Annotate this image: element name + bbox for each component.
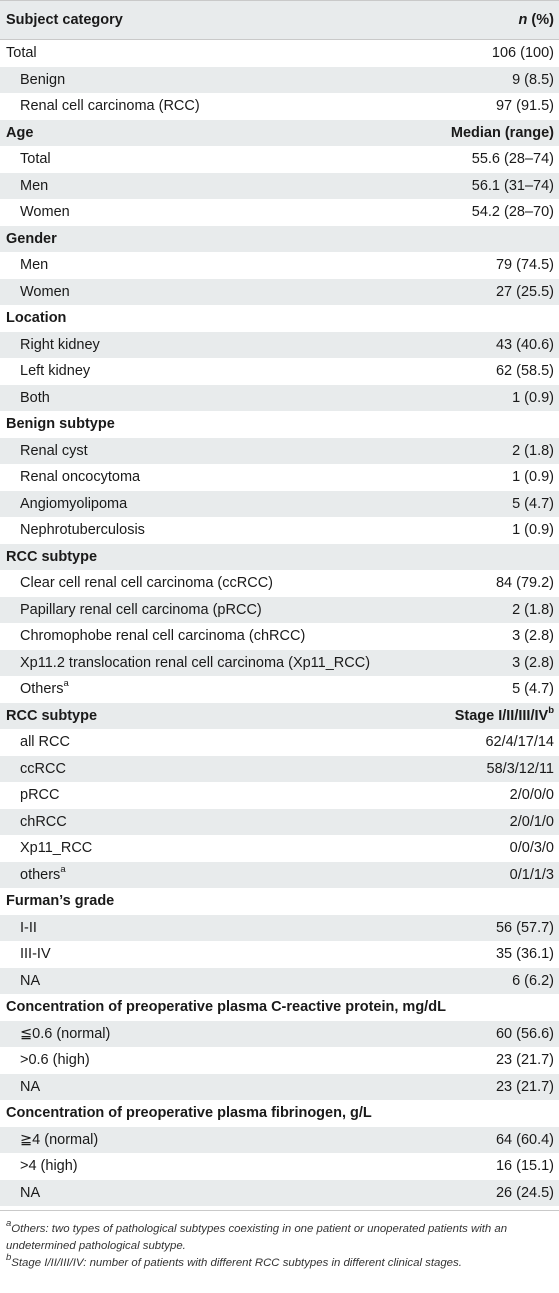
row-label: [6, 863, 66, 883]
row-label-text: Benign: [20, 71, 66, 88]
row-label: [6, 840, 92, 856]
row-label: [6, 920, 37, 936]
row-label: [6, 310, 66, 326]
row-label: [6, 1026, 110, 1042]
row-value: [512, 973, 554, 989]
row-value-text: Stage I/II/III/IV: [454, 707, 549, 724]
row-label-text: ccRCC: [20, 760, 66, 777]
table-row: [0, 40, 559, 67]
row-value: [496, 575, 554, 591]
row-label: [6, 443, 88, 459]
row-value: [512, 469, 554, 485]
row-label: [6, 257, 48, 273]
row-label-text: Concentration of preoperative plasma C-reactive protein, mg/dL: [6, 999, 446, 1016]
row-label-text: chRCC: [20, 813, 67, 830]
row-label: [6, 496, 127, 512]
row-value-text: 56 (57.7): [495, 919, 554, 936]
row-value-text: 84 (79.2): [495, 575, 554, 592]
header-value-n: n: [518, 12, 528, 28]
row-label-text: Women: [20, 204, 70, 221]
table-row: [0, 199, 559, 226]
row-label-text: Benign subtype: [6, 416, 115, 433]
row-label-text: Age: [6, 124, 34, 141]
table-row: [0, 146, 559, 173]
table-header: [0, 0, 559, 40]
table-row: [0, 623, 559, 650]
row-value: [496, 1185, 554, 1201]
row-value-text: 23 (21.7): [495, 1078, 554, 1095]
row-value-text: 43 (40.6): [495, 336, 554, 353]
row-value: [512, 602, 554, 618]
table-row: [0, 756, 559, 783]
table-row: [0, 93, 559, 120]
table-row: [0, 835, 559, 862]
row-label-text: Women: [20, 283, 70, 300]
section-row: [0, 888, 559, 915]
row-label: [6, 787, 59, 803]
row-label: [6, 628, 305, 644]
row-value: [496, 1079, 554, 1095]
row-label: [6, 814, 67, 830]
row-label-text: NA: [20, 972, 41, 989]
row-label: [6, 549, 97, 565]
row-value-text: 2/0/0/0: [509, 787, 554, 804]
table-row: [0, 438, 559, 465]
row-label-text: RCC subtype: [6, 548, 98, 565]
row-label-text: Total: [20, 151, 51, 168]
row-label: [6, 734, 70, 750]
footnote-marker: a: [60, 863, 66, 875]
table-row: [0, 491, 559, 518]
row-value: [496, 363, 554, 379]
row-label-text: >0.6 (high): [20, 1052, 90, 1069]
row-value: [496, 946, 554, 962]
row-value: [512, 655, 554, 671]
row-label: [6, 575, 273, 591]
table-row: [0, 597, 559, 624]
table-row: [0, 570, 559, 597]
row-label-text: Location: [6, 310, 67, 327]
row-label: [6, 151, 51, 167]
row-label: [6, 761, 66, 777]
footnote-marker: b: [6, 1252, 12, 1264]
row-value-text: 2 (1.8): [512, 601, 554, 618]
header-label: Subject category: [6, 12, 123, 28]
row-value: [496, 920, 554, 936]
row-label: [6, 45, 37, 61]
row-value: [512, 496, 554, 512]
header-value-percent: (%): [527, 12, 554, 28]
row-label: [6, 204, 70, 220]
table-row: [0, 358, 559, 385]
row-label-text: Renal cyst: [20, 442, 88, 459]
row-value-text: 55.6 (28–74): [471, 151, 554, 168]
row-label-text: Gender: [6, 230, 57, 247]
row-value: [496, 337, 554, 353]
table-row: [0, 941, 559, 968]
row-label: [6, 363, 90, 379]
row-value-text: 2/0/1/0: [509, 813, 554, 830]
row-value-text: 35 (36.1): [495, 946, 554, 963]
row-label-text: Xp11_RCC: [20, 840, 93, 857]
row-value: [496, 1052, 554, 1068]
row-label: [6, 655, 370, 671]
row-label-text: Right kidney: [20, 336, 100, 353]
row-label-text: NA: [20, 1078, 41, 1095]
row-label-text: Xp11.2 translocation renal cell carcinoma (Xp11_RCC): [20, 654, 371, 671]
row-label-text: Clear cell renal cell carcinoma (ccRCC): [20, 575, 274, 592]
table-row: [0, 385, 559, 412]
row-label: [6, 1185, 40, 1201]
row-value: [510, 787, 554, 803]
table-row: [0, 517, 559, 544]
row-label: [6, 416, 115, 432]
row-value-text: 97 (91.5): [495, 98, 554, 115]
row-value-text: 9 (8.5): [512, 71, 554, 88]
row-value-text: 27 (25.5): [495, 283, 554, 300]
footnote-text: Stage I/II/III/IV: number of patients with different RCC subtypes in different clinical stages.: [11, 1257, 462, 1269]
footnote-marker: b: [548, 704, 554, 716]
table-row: [0, 1153, 559, 1180]
row-value: [510, 814, 554, 830]
row-label: [6, 893, 114, 909]
table-row: [0, 782, 559, 809]
table-body: [0, 40, 559, 1206]
row-label: [6, 178, 48, 194]
footnote: [6, 1252, 553, 1272]
table-row: [0, 862, 559, 889]
row-value-text: 58/3/12/11: [486, 760, 554, 777]
table-row: [0, 1021, 559, 1048]
row-value: [496, 1158, 554, 1174]
row-label: [6, 522, 145, 538]
row-value: [496, 1026, 554, 1042]
section-row: [0, 226, 559, 253]
table-row: [0, 252, 559, 279]
row-label-text: Others: [20, 681, 64, 698]
row-label-text: Renal oncocytoma: [20, 469, 141, 486]
row-value-text: 60 (56.6): [495, 1025, 554, 1042]
table-row: [0, 676, 559, 703]
row-value-text: 0/0/3/0: [509, 840, 554, 857]
table-row: [0, 1127, 559, 1154]
row-value-text: 54.2 (28–70): [471, 204, 554, 221]
row-label-text: Both: [20, 389, 50, 406]
row-value-text: 6 (6.2): [512, 972, 554, 989]
row-value: [472, 204, 554, 220]
row-value-text: 2 (1.8): [512, 442, 554, 459]
row-label: [6, 469, 140, 485]
row-label: [6, 678, 69, 698]
row-label-text: Renal cell carcinoma (RCC): [20, 98, 200, 115]
section-row: [0, 544, 559, 571]
row-value: [512, 628, 554, 644]
row-label-text: RCC subtype: [6, 707, 98, 724]
section-row: [0, 703, 559, 730]
section-row: [0, 120, 559, 147]
table-row: [0, 1047, 559, 1074]
row-label: [6, 973, 40, 989]
section-row: [0, 1100, 559, 1127]
row-value-text: Median (range): [450, 124, 554, 141]
row-value: [496, 257, 554, 273]
row-label-text: Papillary renal cell carcinoma (pRCC): [20, 601, 262, 618]
row-label-text: I-II: [20, 919, 37, 936]
section-row: [0, 305, 559, 332]
row-value: [492, 45, 554, 61]
row-label: [6, 1158, 78, 1174]
footnote-marker: a: [6, 1218, 12, 1230]
row-value-text: 23 (21.7): [495, 1052, 554, 1069]
row-label: [6, 1052, 90, 1068]
row-label: [6, 337, 100, 353]
table-row: [0, 650, 559, 677]
row-value-text: 106 (100): [491, 45, 554, 62]
row-value-text: 26 (24.5): [495, 1184, 554, 1201]
section-row: [0, 994, 559, 1021]
row-label-text: Left kidney: [20, 363, 91, 380]
row-label: [6, 125, 33, 141]
table-row: [0, 915, 559, 942]
footnote-text: Others: two types of pathological subtypes coexisting in one patient or unoperated patients with an undetermined pathological subtype.: [6, 1223, 508, 1252]
row-label-text: Angiomyolipoma: [20, 495, 128, 512]
table-row: [0, 464, 559, 491]
row-label: [6, 1105, 372, 1121]
row-value-text: 1 (0.9): [512, 469, 554, 486]
row-label-text: Furman’s grade: [6, 893, 115, 910]
row-label-text: >4 (high): [20, 1158, 78, 1175]
row-value-text: 62/4/17/14: [485, 734, 554, 751]
table-row: [0, 1074, 559, 1101]
row-label-text: all RCC: [20, 734, 70, 751]
table-row: [0, 1180, 559, 1207]
table-row: [0, 173, 559, 200]
header-value: [519, 12, 554, 28]
row-value-text: 62 (58.5): [495, 363, 554, 380]
row-value-text: 56.1 (31–74): [471, 177, 554, 194]
row-value: [510, 840, 554, 856]
row-label: [6, 72, 65, 88]
table-row: [0, 968, 559, 995]
row-label: [6, 999, 446, 1015]
footnote: [6, 1218, 553, 1254]
row-value: [485, 734, 554, 750]
row-label-text: Men: [20, 257, 49, 274]
table-row: [0, 809, 559, 836]
row-label-text: Men: [20, 177, 49, 194]
table-row: [0, 67, 559, 94]
row-value: [512, 443, 554, 459]
row-value: [510, 867, 554, 883]
row-value: [454, 704, 554, 724]
table-row: [0, 279, 559, 306]
row-label-text: NA: [20, 1184, 41, 1201]
row-label: [6, 284, 70, 300]
row-label: [6, 231, 57, 247]
row-value: [487, 761, 554, 777]
row-value-text: 16 (15.1): [495, 1158, 554, 1175]
footnote-marker: a: [63, 678, 69, 690]
row-label-text: others: [20, 866, 61, 883]
row-label-text: ≧4 (normal): [20, 1131, 99, 1148]
row-value: [512, 390, 554, 406]
row-label: [6, 1079, 40, 1095]
row-value: [512, 522, 554, 538]
row-label-text: pRCC: [20, 787, 60, 804]
table-footnotes: [0, 1210, 559, 1272]
row-label-text: ≦0.6 (normal): [20, 1025, 111, 1042]
row-value-text: 1 (0.9): [512, 389, 554, 406]
table-row: [0, 332, 559, 359]
row-label-text: Concentration of preoperative plasma fibrinogen, g/L: [6, 1105, 372, 1122]
row-value: [472, 178, 554, 194]
row-value-text: 3 (2.8): [512, 654, 554, 671]
row-value-text: 0/1/1/3: [509, 866, 554, 883]
row-value: [496, 1132, 554, 1148]
row-label: [6, 98, 200, 114]
row-label: [6, 946, 51, 962]
section-row: [0, 411, 559, 438]
row-value: [496, 98, 554, 114]
row-value: [451, 125, 554, 141]
row-value-text: 5 (4.7): [512, 495, 554, 512]
row-label: [6, 390, 50, 406]
row-label-text: Total: [6, 45, 37, 62]
row-value-text: 1 (0.9): [512, 522, 554, 539]
row-label-text: Nephrotuberculosis: [20, 522, 145, 539]
row-value: [496, 284, 554, 300]
row-value: [512, 72, 554, 88]
row-value-text: 5 (4.7): [512, 681, 554, 698]
row-label: [6, 708, 97, 724]
row-label: [6, 602, 262, 618]
row-value: [512, 681, 554, 697]
row-value-text: 79 (74.5): [495, 257, 554, 274]
row-label-text: Chromophobe renal cell carcinoma (chRCC): [20, 628, 306, 645]
row-value-text: 3 (2.8): [512, 628, 554, 645]
row-label: [6, 1132, 98, 1148]
table-row: [0, 729, 559, 756]
row-label-text: III-IV: [20, 946, 51, 963]
row-value: [472, 151, 554, 167]
row-value-text: 64 (60.4): [495, 1131, 554, 1148]
